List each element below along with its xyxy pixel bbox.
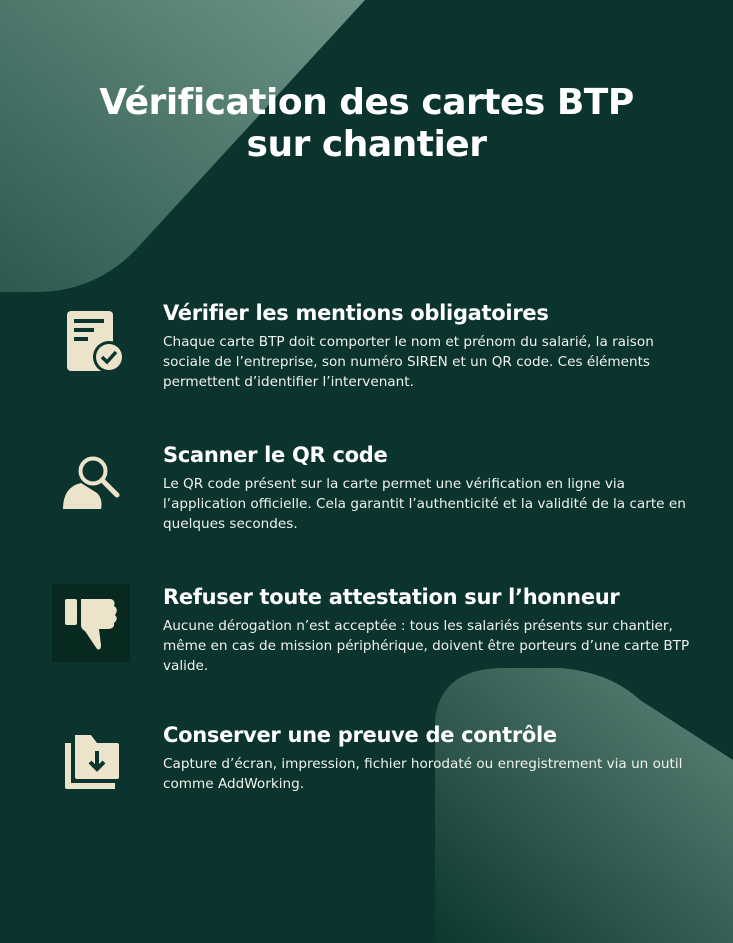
item-text: Aucune dérogation n’est acceptée : tous les salariés présents sur chantier, même en cas de mission périphérique, doivent être porteurs d’une carte BTP valide. <box>163 618 690 674</box>
item-text: Le QR code présent sur la carte permet une vérification en ligne via l’application officielle. Cela garantit l’authenticité et la validité de la carte en quelques secondes. <box>163 476 686 532</box>
title-line-1: Vérification des cartes BTP <box>99 82 634 123</box>
thumbs-down-icon <box>52 584 130 662</box>
person-search-icon <box>52 442 130 520</box>
item-title: Conserver une preuve de contrôle <box>163 723 557 747</box>
item-title: Vérifier les mentions obligatoires <box>163 301 549 325</box>
item-title: Scanner le QR code <box>163 443 388 467</box>
title-line-2: sur chantier <box>246 124 487 165</box>
item-text: Capture d’écran, impression, fichier horodaté ou enregistrement via un outil comme AddWorking. <box>163 756 683 792</box>
item-title: Refuser toute attestation sur l’honneur <box>163 585 620 609</box>
item-text: Chaque carte BTP doit comporter le nom et prénom du salarié, la raison sociale de l’entreprise, son numéro SIREN et un QR code. Ces éléments permettent d’identifier l’intervenant. <box>163 334 654 390</box>
document-check-icon <box>52 300 130 378</box>
folder-download-icon <box>52 722 130 800</box>
page-title <box>0 82 733 166</box>
